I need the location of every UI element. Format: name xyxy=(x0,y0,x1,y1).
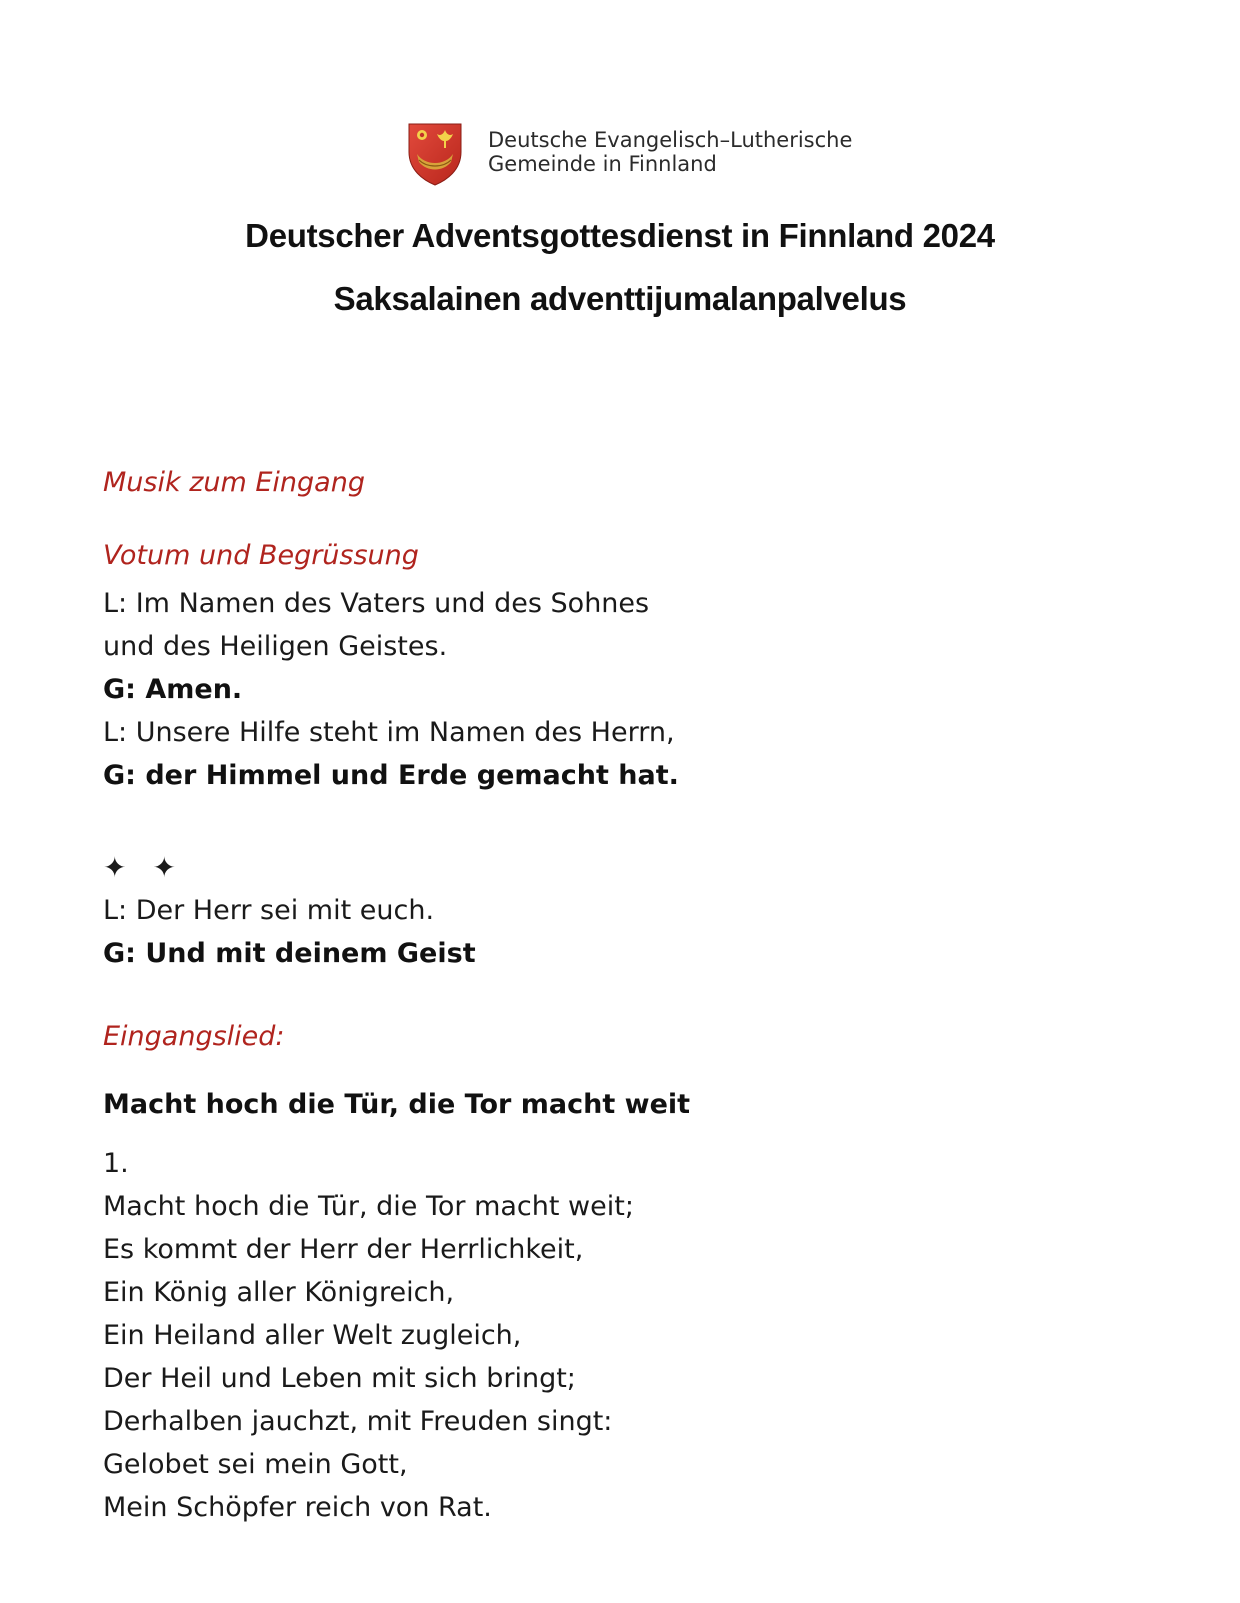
organization-name-line1: Deutsche Evangelisch–Lutherische xyxy=(488,128,853,152)
hymn-line: Der Heil und Leben mit sich bringt; xyxy=(103,1363,576,1394)
hymn-line: Gelobet sei mein Gott, xyxy=(103,1449,408,1480)
hymn-line: Mein Schöpfer reich von Rat. xyxy=(103,1492,492,1523)
liturgy-line: L: Unsere Hilfe steht im Namen des Herrn, xyxy=(103,717,675,748)
organization-name-line2: Gemeinde in Finnland xyxy=(488,152,717,176)
organization-name xyxy=(488,128,852,176)
liturgy-line: L: Im Namen des Vaters und des Sohnes xyxy=(103,588,650,619)
page-header xyxy=(0,118,1240,198)
hymn-title: Macht hoch die Tür, die Tor macht weit xyxy=(103,1089,691,1120)
verse-number: 1. xyxy=(103,1148,129,1179)
congregation-response: G: Amen. xyxy=(103,674,243,705)
section-heading-musik: Musik zum Eingang xyxy=(103,467,365,498)
star-divider-icon: ✦✦ xyxy=(103,851,202,884)
church-crest-icon xyxy=(405,122,465,186)
congregation-response: G: Und mit deinem Geist xyxy=(103,938,476,969)
hymn-line: Derhalben jauchzt, mit Freuden singt: xyxy=(103,1406,613,1437)
document-title: Deutscher Adventsgottesdienst in Finnland 2024 xyxy=(245,217,995,254)
section-heading-eingangslied: Eingangslied: xyxy=(103,1021,285,1052)
section-heading-votum: Votum und Begrüssung xyxy=(103,540,419,571)
congregation-response: G: der Himmel und Erde gemacht hat. xyxy=(103,760,679,791)
liturgy-line: L: Der Herr sei mit euch. xyxy=(103,895,435,926)
hymn-line: Ein König aller Königreich, xyxy=(103,1277,455,1308)
hymn-line: Ein Heiland aller Welt zugleich, xyxy=(103,1320,522,1351)
liturgy-line: und des Heiligen Geistes. xyxy=(103,631,448,662)
hymn-line: Macht hoch die Tür, die Tor macht weit; xyxy=(103,1191,634,1222)
hymn-line: Es kommt der Herr der Herrlichkeit, xyxy=(103,1234,584,1265)
document-subtitle: Saksalainen adventtijumalanpalvelus xyxy=(333,280,907,317)
